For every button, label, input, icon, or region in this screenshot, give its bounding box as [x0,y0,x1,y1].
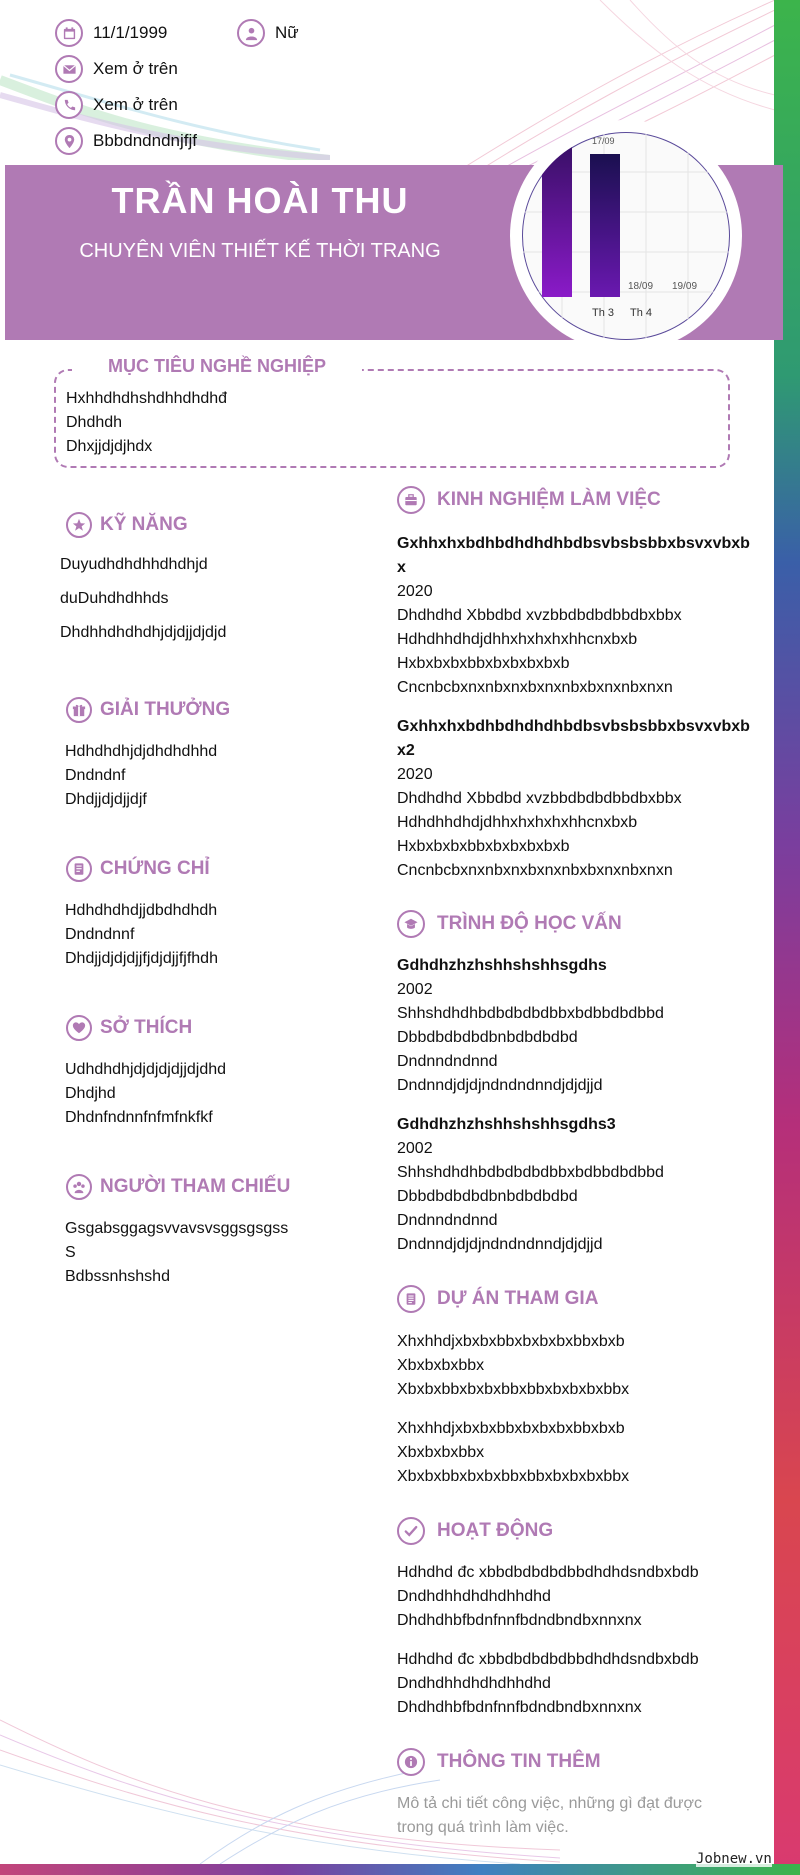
envelope-icon [55,55,83,83]
photo-axis-2: Th 4 [630,307,653,319]
contact-phone [55,91,178,119]
references-line: Gsgabsggagsvvavsvsggsgsgss [65,1220,289,1237]
objective-line: Dhdhdh [66,414,123,431]
more-info-title: THÔNG TIN THÊM [437,1751,601,1772]
education-line: Dndnndndnnd [397,1212,498,1229]
hobbies-title: SỞ THÍCH [100,1017,193,1038]
experience-year: 2020 [397,766,433,783]
experience-entry-1 [397,532,757,700]
project-line: Xbxbxbxbbx [397,1357,485,1374]
experience-line: Hxbxbxbxbbxbxbxbxbxb [397,838,570,855]
experience-line: Cncnbcbxnxnbxnxbxnxnbxbxnxnbxnxn [397,862,673,879]
awards-line: Hdhdhdhjdjdhdhdhhd [65,743,218,760]
activity-line: Hdhdhd đc xbbdbdbdbdbbdhdhdsndbxbdb [397,1564,699,1581]
activities-title: HOẠT ĐỘNG [437,1520,554,1541]
objective-line: Dhxjjdjdjhdx [66,438,153,455]
experience-year: 2020 [397,583,433,600]
graduation-cap-icon [397,910,425,938]
skills-title: KỸ NĂNG [100,514,188,535]
experience-title: KINH NGHIỆM LÀM VIỆC [437,489,661,510]
contact-birthday [55,19,167,47]
activity-line: Dndhdhhdhdhdhhdhd [397,1588,551,1605]
contact-gender [237,19,299,47]
education-school: Gdhdhzhzhshhshshhsgdhs3 [397,1116,616,1133]
education-entry-2 [397,1113,757,1257]
education-year: 2002 [397,1140,433,1157]
activity-line: Dndhdhhdhdhdhhdhd [397,1675,551,1692]
address-text: Bbbdndndnjfjf [93,131,197,150]
skill-item: Dhdhhdhdhdhjdjdjjdjdjd [60,624,227,641]
contact-email [55,55,178,83]
references-line: S [65,1244,76,1261]
photo-label-2: 18/09 [628,281,654,292]
briefcase-icon [397,486,425,514]
more-info-line: Mô tả chi tiết công việc, những gì đạt được [397,1795,702,1812]
skill-item: duDuhdhdhhds [60,590,169,607]
education-line: Dbbdbdbdbdbnbdbdbdbd [397,1029,578,1046]
experience-entry-2 [397,715,757,883]
activity-line: Dhdhdhbfbdnfnnfbdndbndbxnnxnx [397,1699,642,1716]
hobbies-heading [66,1015,192,1041]
user-icon [237,19,265,47]
certificates-line: Dhdjjdjdjdjjfjdjdjjfjfhdh [65,950,218,967]
experience-company: Gxhhxhxbdhbdhdhdhbdbsvbsbsbbxbsvxvbxb [397,718,750,735]
experience-company-cont: x2 [397,742,415,759]
education-title: TRÌNH ĐỘ HỌC VẤN [437,913,622,934]
more-info-content [397,1792,757,1840]
project-line: Xbxbxbbxbxbxbbxbbxbxbxbxbbx [397,1468,630,1485]
hobbies-line: Dhdnfndnnfnfmfnkfkf [65,1109,213,1126]
education-heading [397,910,622,938]
heart-icon [66,1015,92,1041]
certificate-icon [66,856,92,882]
experience-line: Dhdhdhd Xbbdbd xvzbbdbdbdbbdbxbbx [397,607,682,624]
hobbies-content [65,1058,226,1130]
phone-icon [55,91,83,119]
experience-line: Hdhdhhdhdjdhhxhxhxhxhhcnxbxb [397,814,638,831]
project-line: Xbxbxbbxbxbxbbxbbxbxbxbxbbx [397,1381,630,1398]
experience-heading [397,486,661,514]
certificates-heading [66,856,210,882]
hobbies-line: Dhdjhd [65,1085,116,1102]
education-line: Shhshdhdhbdbdbdbdbbxbdbbdbdbbd [397,1164,664,1181]
awards-line: Dhdjjdjdjjdjf [65,791,147,808]
awards-content [65,740,217,812]
experience-line: Hdhdhhdhdjdhhxhxhxhxhhcnxbxb [397,631,638,648]
education-line: Dndnndjdjdjndndndnndjdjdjjd [397,1236,603,1253]
activity-line: Dhdhdhbfbdnfnnfbdndbndbxnnxnx [397,1612,642,1629]
activities-heading [397,1517,553,1545]
awards-heading [66,697,230,723]
hobbies-line: Udhdhdhjdjdjdjdjjdjdhd [65,1061,227,1078]
experience-line: Cncnbcbxnxnbxnxbxnxnbxbxnxnbxnxn [397,679,673,696]
education-line: Dbbdbdbdbdbnbdbdbdbd [397,1188,578,1205]
photo-axis-1: Th 3 [592,307,615,319]
certificates-line: Hdhdhdhdjjdbdhdhdh [65,902,218,919]
photo-label-3: 19/09 [672,281,698,292]
awards-line: Dndndnf [65,767,126,784]
references-heading [66,1174,290,1200]
experience-line: Dhdhdhd Xbbdbd xvzbbdbdbdbbdbxbbx [397,790,682,807]
references-content [65,1217,288,1289]
activity-entry-2 [397,1648,757,1720]
awards-title: GIẢI THƯỞNG [100,699,231,720]
star-icon [66,512,92,538]
more-info-line: trong quá trình làm việc. [397,1819,569,1836]
project-line: Xbxbxbxbbx [397,1444,485,1461]
email-text: Xem ở trên [93,59,178,78]
certificates-line: Dndndnnf [65,926,135,943]
experience-company: Gxhhxhxbdhbdhdhdhbdbsvbsbsbbxbsvxvbxb [397,535,750,552]
photo-bar-2 [590,154,620,297]
education-school: Gdhdhzhzhshhshshhsgdhs [397,957,607,974]
certificates-title: CHỨNG CHỈ [100,858,210,879]
projects-heading [397,1285,598,1313]
avatar [522,132,730,340]
objective-line: Hxhhdhdhshdhhdhdhđ [66,390,228,407]
photo-label-1: 17/09 [592,136,615,146]
gender-text: Nữ [275,23,299,42]
activity-entry-1 [397,1561,757,1633]
project-line: Xhxhhdjxbxbxbbxbxbxbxbbxbxb [397,1333,625,1350]
education-entry-1 [397,954,757,1098]
experience-line: Hxbxbxbxbbxbxbxbxbxb [397,655,570,672]
check-badge-icon [397,1517,425,1545]
experience-company-cont: x [397,559,406,576]
avatar-image [522,132,730,340]
references-title: NGƯỜI THAM CHIẾU [100,1176,291,1197]
footer-brand: Jobnew.vn [696,1851,772,1867]
info-icon [397,1748,425,1776]
references-line: Bdbssnhshshd [65,1268,170,1285]
projects-title: DỰ ÁN THAM GIA [437,1288,599,1309]
project-line: Xhxhhdjxbxbxbbxbxbxbxbbxbxb [397,1420,625,1437]
bottom-color-bar [0,1864,800,1875]
document-list-icon [397,1285,425,1313]
education-year: 2002 [397,981,433,998]
education-line: Dndnndjdjdjndndndnndjdjdjjd [397,1077,603,1094]
phone-text: Xem ở trên [93,95,178,114]
gift-icon [66,697,92,723]
project-entry-2 [397,1417,757,1489]
calendar-icon [55,19,83,47]
birthday-text: 11/1/1999 [93,23,168,42]
contact-address [55,127,197,155]
certificates-content [65,899,218,971]
candidate-name: TRẦN HOÀI THU [111,180,409,221]
location-pin-icon [55,127,83,155]
objective-content [66,387,227,459]
photo-bar-1 [542,147,572,297]
more-info-heading [397,1748,601,1776]
objective-title: MỤC TIÊU NGHỀ NGHIỆP [72,356,362,377]
skills-heading [66,512,188,538]
education-line: Dndnndndnnd [397,1053,498,1070]
skill-item: Duyudhdhdhhdhdhjd [60,556,208,573]
education-line: Shhshdhdhbdbdbdbdbbxbdbbdbdbbd [397,1005,664,1022]
people-icon [66,1174,92,1200]
candidate-title: CHUYÊN VIÊN THIẾT KẾ THỜI TRANG [79,240,441,262]
project-entry-1 [397,1330,757,1402]
activity-line: Hdhdhd đc xbbdbdbdbdbbdhdhdsndbxbdb [397,1651,699,1668]
